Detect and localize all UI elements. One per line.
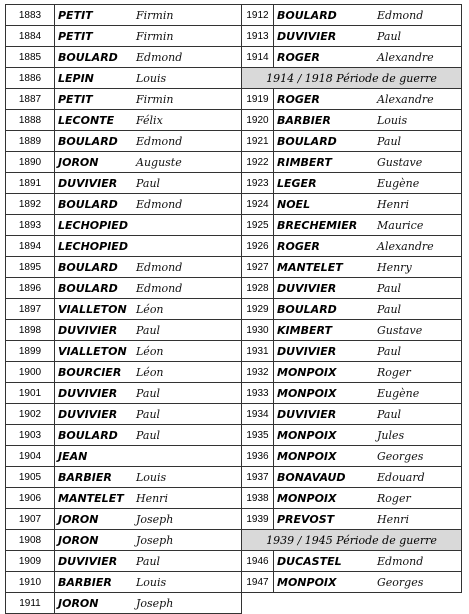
- surname: BRECHEMIER: [277, 219, 358, 232]
- name-cell: [55, 509, 242, 530]
- year-cell: 1919: [242, 89, 274, 110]
- surname: MONPOIX: [277, 429, 337, 442]
- year-cell: 1884: [6, 26, 55, 47]
- first-name: Louis: [136, 72, 167, 85]
- surname: JORON: [58, 156, 99, 169]
- first-name: Edouard: [377, 471, 425, 484]
- year-cell: 1924: [242, 194, 274, 215]
- year-cell: 1930: [242, 320, 274, 341]
- year-cell: 1903: [6, 425, 55, 446]
- table-row: [6, 47, 462, 68]
- name-cell: [274, 446, 462, 467]
- year-cell: 1939: [242, 509, 274, 530]
- first-name: Henry: [377, 261, 412, 274]
- first-name: Paul: [136, 555, 161, 568]
- year-cell: 1899: [6, 341, 55, 362]
- first-name: Léon: [136, 345, 164, 358]
- surname: DUVIVIER: [277, 282, 337, 295]
- year-cell: 1892: [6, 194, 55, 215]
- surname: MONPOIX: [277, 492, 337, 505]
- surname: DUVIVIER: [58, 408, 118, 421]
- name-cell: [274, 26, 462, 47]
- year-cell: 1925: [242, 215, 274, 236]
- mayors-table-body: [6, 5, 462, 614]
- table-row: [6, 509, 462, 530]
- first-name: Gustave: [377, 156, 423, 169]
- name-cell: [274, 110, 462, 131]
- table-row: [6, 89, 462, 110]
- first-name: Paul: [377, 303, 402, 316]
- surname: PREVOST: [277, 513, 335, 526]
- surname: MONPOIX: [277, 576, 337, 589]
- first-name: Henri: [377, 513, 409, 526]
- first-name: Paul: [136, 324, 161, 337]
- surname: MONPOIX: [277, 387, 337, 400]
- first-name: Firmin: [136, 30, 174, 43]
- year-cell: 1938: [242, 488, 274, 509]
- first-name: Firmin: [136, 93, 174, 106]
- year-cell: 1913: [242, 26, 274, 47]
- name-cell: [55, 320, 242, 341]
- surname: BOULARD: [58, 261, 118, 274]
- name-cell: [55, 299, 242, 320]
- surname: MANTELET: [58, 492, 124, 505]
- surname: PETIT: [58, 93, 93, 106]
- name-cell: [274, 509, 462, 530]
- year-cell: 1894: [6, 236, 55, 257]
- surname: RIMBERT: [277, 156, 332, 169]
- surname: DUVIVIER: [277, 30, 337, 43]
- name-cell: [274, 320, 462, 341]
- year-cell: 1922: [242, 152, 274, 173]
- table-row: [6, 572, 462, 593]
- table-row: [6, 5, 462, 26]
- first-name: Joseph: [136, 597, 174, 610]
- surname: DUCASTEL: [277, 555, 342, 568]
- name-cell: [55, 5, 242, 26]
- first-name: Edmond: [136, 51, 183, 64]
- name-cell: [274, 467, 462, 488]
- surname: JEAN: [58, 450, 88, 463]
- surname: DUVIVIER: [58, 177, 118, 190]
- year-cell: 1889: [6, 131, 55, 152]
- surname: DUVIVIER: [277, 408, 337, 421]
- name-cell: [55, 425, 242, 446]
- name-cell: [274, 173, 462, 194]
- name-cell: [274, 425, 462, 446]
- name-cell: [274, 215, 462, 236]
- first-name: Edmond: [136, 135, 183, 148]
- name-cell: [274, 383, 462, 404]
- surname: BOULARD: [58, 198, 118, 211]
- name-cell: [55, 110, 242, 131]
- first-name: Edmond: [136, 261, 183, 274]
- name-cell: [55, 446, 242, 467]
- first-name: Paul: [136, 177, 161, 190]
- surname: LECHOPIED: [58, 240, 128, 253]
- surname: JORON: [58, 534, 99, 547]
- name-cell: [274, 551, 462, 572]
- surname: ROGER: [277, 93, 320, 106]
- table-row: [6, 278, 462, 299]
- first-name: Alexandre: [377, 51, 434, 64]
- war-period-cell: 1939 / 1945 Période de guerre: [242, 530, 462, 551]
- year-cell: 1893: [6, 215, 55, 236]
- surname: MANTELET: [277, 261, 343, 274]
- name-cell: [274, 362, 462, 383]
- name-cell: [55, 47, 242, 68]
- year-cell: 1920: [242, 110, 274, 131]
- name-cell: [274, 257, 462, 278]
- first-name: Edmond: [377, 9, 424, 22]
- name-cell: [274, 152, 462, 173]
- name-cell: [55, 236, 242, 257]
- year-cell: 1947: [242, 572, 274, 593]
- table-row: [6, 383, 462, 404]
- surname: PETIT: [58, 30, 93, 43]
- year-cell: 1914: [242, 47, 274, 68]
- year-cell: 1890: [6, 152, 55, 173]
- name-cell: [274, 278, 462, 299]
- first-name: Roger: [377, 492, 411, 505]
- table-row: [6, 530, 462, 551]
- surname: KIMBERT: [277, 324, 332, 337]
- surname: LECHOPIED: [58, 219, 128, 232]
- year-cell: 1885: [6, 47, 55, 68]
- first-name: Jules: [377, 429, 405, 442]
- name-cell: [55, 89, 242, 110]
- surname: BARBIER: [58, 576, 112, 589]
- name-cell: [55, 362, 242, 383]
- name-cell: [274, 194, 462, 215]
- surname: BOULARD: [58, 282, 118, 295]
- table-row: [6, 257, 462, 278]
- year-cell: 1909: [6, 551, 55, 572]
- first-name: Paul: [377, 135, 402, 148]
- surname: BOURCIER: [58, 366, 122, 379]
- first-name: Maurice: [377, 219, 424, 232]
- name-cell: [55, 68, 242, 89]
- year-cell: 1897: [6, 299, 55, 320]
- first-name: Edmond: [377, 555, 424, 568]
- year-cell: 1902: [6, 404, 55, 425]
- name-cell: [55, 467, 242, 488]
- first-name: Henri: [377, 198, 409, 211]
- year-cell: 1926: [242, 236, 274, 257]
- surname: BOULARD: [58, 135, 118, 148]
- year-cell: 1936: [242, 446, 274, 467]
- first-name: Georges: [377, 450, 424, 463]
- first-name: Paul: [136, 408, 161, 421]
- surname: DUVIVIER: [58, 555, 118, 568]
- year-cell: 1929: [242, 299, 274, 320]
- surname: ROGER: [277, 51, 320, 64]
- first-name: Paul: [377, 282, 402, 295]
- name-cell: [55, 215, 242, 236]
- year-cell: 1921: [242, 131, 274, 152]
- first-name: Joseph: [136, 534, 174, 547]
- surname: BARBIER: [58, 471, 112, 484]
- name-cell: [55, 488, 242, 509]
- year-cell: 1935: [242, 425, 274, 446]
- year-cell: 1886: [6, 68, 55, 89]
- year-cell: 1933: [242, 383, 274, 404]
- first-name: Alexandre: [377, 240, 434, 253]
- surname: PETIT: [58, 9, 93, 22]
- empty-cell: [242, 593, 274, 614]
- table-row: [6, 551, 462, 572]
- first-name: Alexandre: [377, 93, 434, 106]
- name-cell: [55, 26, 242, 47]
- year-cell: 1912: [242, 5, 274, 26]
- name-cell: [55, 551, 242, 572]
- name-cell: [274, 47, 462, 68]
- first-name: Paul: [377, 345, 402, 358]
- first-name: Firmin: [136, 9, 174, 22]
- mayors-table: [5, 4, 462, 614]
- table-row: [6, 362, 462, 383]
- war-period-cell: 1914 / 1918 Période de guerre: [242, 68, 462, 89]
- surname: BOULARD: [277, 135, 337, 148]
- surname: MONPOIX: [277, 366, 337, 379]
- name-cell: [55, 131, 242, 152]
- year-cell: 1883: [6, 5, 55, 26]
- surname: JORON: [58, 597, 99, 610]
- table-row: [6, 404, 462, 425]
- name-cell: [274, 488, 462, 509]
- year-cell: 1904: [6, 446, 55, 467]
- table-row: [6, 299, 462, 320]
- year-cell: 1901: [6, 383, 55, 404]
- name-cell: [55, 383, 242, 404]
- table-row: [6, 446, 462, 467]
- name-cell: [55, 257, 242, 278]
- name-cell: [55, 194, 242, 215]
- first-name: Eugène: [377, 177, 420, 190]
- year-cell: 1910: [6, 572, 55, 593]
- surname: MONPOIX: [277, 450, 337, 463]
- surname: BOULARD: [58, 51, 118, 64]
- first-name: Louis: [136, 471, 167, 484]
- year-cell: 1932: [242, 362, 274, 383]
- year-cell: 1928: [242, 278, 274, 299]
- table-row: [6, 110, 462, 131]
- first-name: Léon: [136, 303, 164, 316]
- surname: BOULARD: [277, 303, 337, 316]
- name-cell: [55, 593, 242, 614]
- table-row: [6, 215, 462, 236]
- year-cell: 1931: [242, 341, 274, 362]
- surname: BOULARD: [277, 9, 337, 22]
- table-row: [6, 152, 462, 173]
- surname: BOULARD: [58, 429, 118, 442]
- year-cell: 1888: [6, 110, 55, 131]
- year-cell: 1937: [242, 467, 274, 488]
- first-name: Léon: [136, 366, 164, 379]
- name-cell: [274, 299, 462, 320]
- year-cell: 1934: [242, 404, 274, 425]
- year-cell: 1911: [6, 593, 55, 614]
- name-cell: [274, 341, 462, 362]
- surname: VIALLETON: [58, 303, 127, 316]
- first-name: Edmond: [136, 282, 183, 295]
- surname: ROGER: [277, 240, 320, 253]
- year-cell: 1896: [6, 278, 55, 299]
- year-cell: 1927: [242, 257, 274, 278]
- first-name: Gustave: [377, 324, 423, 337]
- year-cell: 1946: [242, 551, 274, 572]
- surname: DUVIVIER: [58, 324, 118, 337]
- name-cell: [274, 131, 462, 152]
- surname: DUVIVIER: [277, 345, 337, 358]
- year-cell: 1905: [6, 467, 55, 488]
- surname: DUVIVIER: [58, 387, 118, 400]
- first-name: Paul: [136, 429, 161, 442]
- name-cell: [55, 152, 242, 173]
- year-cell: 1906: [6, 488, 55, 509]
- table-row: [6, 488, 462, 509]
- surname: LEPIN: [58, 72, 94, 85]
- name-cell: [274, 5, 462, 26]
- year-cell: 1898: [6, 320, 55, 341]
- first-name: Henri: [136, 492, 168, 505]
- name-cell: [55, 278, 242, 299]
- table-row: [6, 26, 462, 47]
- surname: VIALLETON: [58, 345, 127, 358]
- empty-cell: [274, 593, 462, 614]
- year-cell: 1907: [6, 509, 55, 530]
- table-row: [6, 593, 462, 614]
- name-cell: [274, 89, 462, 110]
- first-name: Edmond: [136, 198, 183, 211]
- name-cell: [274, 236, 462, 257]
- first-name: Georges: [377, 576, 424, 589]
- year-cell: 1891: [6, 173, 55, 194]
- first-name: Paul: [377, 30, 402, 43]
- name-cell: [55, 173, 242, 194]
- name-cell: [55, 341, 242, 362]
- surname: NOEL: [277, 198, 311, 211]
- first-name: Eugène: [377, 387, 420, 400]
- table-row: [6, 131, 462, 152]
- table-row: [6, 320, 462, 341]
- name-cell: [274, 404, 462, 425]
- table-row: [6, 68, 462, 89]
- table-row: [6, 173, 462, 194]
- table-row: [6, 425, 462, 446]
- first-name: Louis: [136, 576, 167, 589]
- table-row: [6, 236, 462, 257]
- name-cell: [55, 530, 242, 551]
- surname: BONAVAUD: [277, 471, 346, 484]
- name-cell: [274, 572, 462, 593]
- year-cell: 1887: [6, 89, 55, 110]
- table-row: [6, 194, 462, 215]
- surname: JORON: [58, 513, 99, 526]
- first-name: Louis: [377, 114, 408, 127]
- first-name: Félix: [136, 114, 163, 127]
- year-cell: 1895: [6, 257, 55, 278]
- first-name: Roger: [377, 366, 411, 379]
- name-cell: [55, 572, 242, 593]
- year-cell: 1908: [6, 530, 55, 551]
- surname: LECONTE: [58, 114, 115, 127]
- first-name: Paul: [377, 408, 402, 421]
- first-name: Paul: [136, 387, 161, 400]
- surname: LEGER: [277, 177, 317, 190]
- table-row: [6, 341, 462, 362]
- year-cell: 1923: [242, 173, 274, 194]
- surname: BARBIER: [277, 114, 331, 127]
- first-name: Joseph: [136, 513, 174, 526]
- first-name: Auguste: [136, 156, 182, 169]
- year-cell: 1900: [6, 362, 55, 383]
- table-row: [6, 467, 462, 488]
- name-cell: [55, 404, 242, 425]
